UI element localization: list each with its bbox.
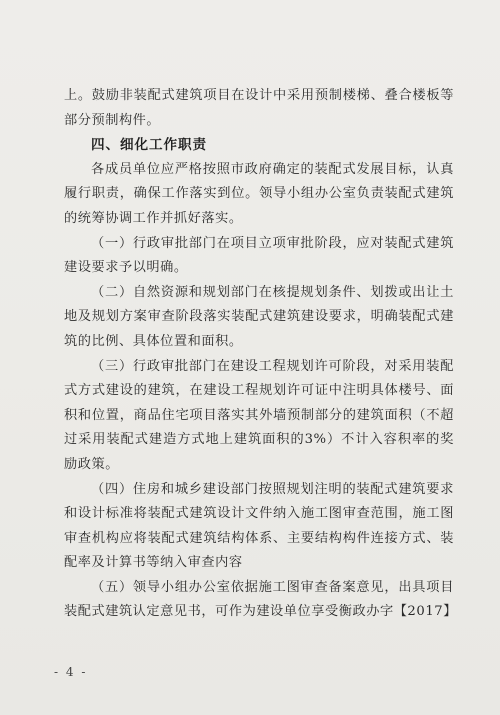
paragraph-item-3: （三）行政审批部门在建设工程规划许可阶段，对采用装配式方式建设的建筑，在建设工程规划许可证中注明具体楼号、面积和位置，商品住宅项目落实其外墙预制部分的建筑面积（不超过采用装配式建造方式地上建筑面积的3%）不计入容积率的奖励政策。 <box>64 358 454 472</box>
paragraph-continuation: 上。鼓励非装配式建筑项目在设计中采用预制楼梯、叠合楼板等部分预制构件。 <box>64 88 454 128</box>
paragraph-item-2: （二）自然资源和规划部门在核提规划条件、划拨或出让土地及规划方案审查阶段落实装配式建筑建设要求，明确装配式建筑的比例、具体位置和面积。 <box>64 284 454 349</box>
paragraph-item-4: （四）住房和城乡建设部门按照规划注明的装配式建筑要求和设计标准将装配式建筑设计文件纳入施工图审查范围，施工图审查机构应将装配式建筑结构体系、主要结构构件连接方式、装配率及计算书等纳入审查内容 <box>64 481 454 571</box>
paragraph-item-5: （五）领导小组办公室依据施工图审查备案意见，出具项目装配式建筑认定意见书，可作为建设单位享受衡政办字【2017】 <box>64 579 457 620</box>
section-heading: 四、细化工作职责 <box>91 137 207 154</box>
paragraph-item-1: （一）行政审批部门在项目立项审批阶段，应对装配式建筑建设要求予以明确。 <box>64 235 454 276</box>
page-number: - 4 - <box>54 665 88 679</box>
paragraph-responsibilities: 各成员单位应严格按照市政府确定的装配式发展目标，认真履行职责，确保工作落实到位。领导小组办公室负责装配式建筑的统筹协调工作并抓好落实。 <box>64 161 454 226</box>
document-body <box>64 84 457 625</box>
